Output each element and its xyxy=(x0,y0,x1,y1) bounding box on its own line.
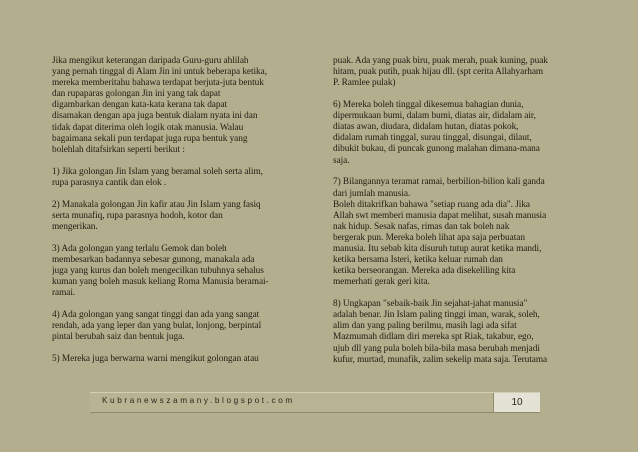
text-line: P. Ramlee pulak) xyxy=(333,78,396,89)
text-line: rupa parasnya cantik dan elok . xyxy=(52,177,167,188)
paragraph xyxy=(52,244,314,299)
paragraph xyxy=(333,177,595,288)
paragraph xyxy=(333,299,595,366)
text-line: memerhati gerak geri kita. xyxy=(333,277,430,288)
text-line: rendah, ada yang leper dan yang bulat, lonjong, berpintal xyxy=(52,321,262,332)
text-line: Mazmumah didlam diri mereka spt Riak, takabur, ego, xyxy=(333,332,534,343)
right-text-column xyxy=(333,56,595,377)
text-line: Allah swt memberi manusia dapat melihat, susah manusia xyxy=(333,210,547,221)
text-line: adalah benar. Jin Islam paling tinggi iman, warak, soleh, xyxy=(333,310,540,321)
text-line: tidak dapat diterima oleh logik otak manusia. Walau xyxy=(52,122,244,133)
text-line: juga yang kurus dan boleh mengecilkan tubuhnya sehalus xyxy=(52,265,264,276)
text-line: hitam, puak putih, puak hijau dll. (spt cerita Allahyarham xyxy=(333,67,544,78)
text-line: dari jumlah manusia. xyxy=(333,188,411,199)
text-line: ketika bersama Isteri, ketika keluar rumah dan xyxy=(333,255,503,266)
left-text-column xyxy=(52,56,314,376)
text-line: serta munafiq, rupa parasnya hodoh, kotor dan xyxy=(52,210,223,221)
text-line: digambarkan dengan kata-kata kerana tak dapat xyxy=(52,100,228,111)
paragraph xyxy=(333,100,595,167)
text-line: Boleh ditakrifkan bahawa "setiap ruang ada dia". Jika xyxy=(333,199,531,210)
text-line: Jika mengikut keterangan daripada Guru-guru ahlilah xyxy=(52,56,249,66)
paragraph xyxy=(52,200,314,233)
text-line: nak hidup. Sesak nafas, rimas dan tak boleh nak xyxy=(333,221,510,232)
text-line: ketika berseorangan. Mereka ada disekeliling kita xyxy=(333,266,516,277)
paragraph xyxy=(52,56,314,156)
text-line: membesarkan badannya sebesar gunong, manakala ada xyxy=(52,254,255,265)
text-line: bagaimana sekali pun terdapat juga rupa bentuk yang xyxy=(52,133,248,144)
text-line: diatas awan, diudara, didalam hutan, diatas pokok, xyxy=(333,122,519,133)
text-line: disamakan dengan apa juga bentuk dialam nyata ini dan xyxy=(52,111,258,122)
text-line: ramai. xyxy=(52,288,76,299)
paragraph xyxy=(52,354,314,365)
text-line: didalam rumah tinggal, surau tinggal, disungai, dilaut, xyxy=(333,133,532,144)
text-line: dibukit bukau, di puncak gunong malahan dimana-mana xyxy=(333,144,540,155)
text-line: puak. Ada yang puak biru, puak merah, puak kuning, puak xyxy=(333,56,548,66)
text-line: manusia. Itu sebab kita disuruh tutup aurat ketika mandi, xyxy=(333,244,542,254)
text-line: 3) Ada golongan yang terlalu Gemok dan boleh xyxy=(52,243,227,254)
text-line: 6) Mereka boleh tinggal dikesemua bahagian dunia, xyxy=(333,100,524,111)
text-line: kuman yang boleh masuk keliang Roma Manusia beramai- xyxy=(52,276,269,287)
text-line: alim dan yang paling berilmu, masih lagi ada sifat xyxy=(333,321,517,332)
blog-url: Kubranewszamany.blogspot.com xyxy=(102,396,295,405)
text-line: 8) Ungkapan "sebaik-baik Jin sejahat-jahat manusia" xyxy=(333,299,528,310)
text-line: ujub dll yang pula boleh bila-bila masa berubah menjadi xyxy=(333,343,540,354)
text-line: saja. xyxy=(333,155,350,166)
paragraph xyxy=(52,167,314,189)
text-line: bolehlah ditafsirkan seperti berikut : xyxy=(52,144,185,155)
text-line: 1) Jika golongan Jin Islam yang beramal soleh serta alim, xyxy=(52,166,263,177)
text-line: mereka memberitahu bahawa terdapat berjuta-juta bentuk xyxy=(52,78,264,89)
text-line: yang pernah tinggal di Alam Jin ini untuk beberapa ketika, xyxy=(52,67,268,78)
page-number: 10 xyxy=(493,393,540,412)
text-line: 4) Ada golongan yang sangat tinggi dan ada yang sangat xyxy=(52,309,260,320)
text-line: kufur, murtad, munafik, zalim sekelip mata saja. Terutama xyxy=(333,354,548,365)
text-line: mengerikan. xyxy=(52,221,98,232)
text-line: 5) Mereka juga berwarna warni mengikut golongan atau xyxy=(52,354,259,365)
page-footer xyxy=(90,392,540,413)
text-line: dipermukaan bumi, dalam bumi, diatas air, didalam air, xyxy=(333,111,536,122)
text-line: dan rupaparas golongan Jin ini yang tak dapat xyxy=(52,89,221,100)
paragraph xyxy=(52,310,314,343)
text-line: bergerak pun. Mereka boleh lihat apa saja perbuatan xyxy=(333,232,525,243)
text-line: 2) Manakala golongan Jin kafir atau Jin Islam yang fasiq xyxy=(52,199,261,210)
text-line: 7) Bilangannya teramat ramai, berbilion-bilion kali ganda xyxy=(333,177,545,188)
paragraph xyxy=(333,56,595,89)
text-line: pintal berubah saiz dan bentuk juga. xyxy=(52,332,185,343)
